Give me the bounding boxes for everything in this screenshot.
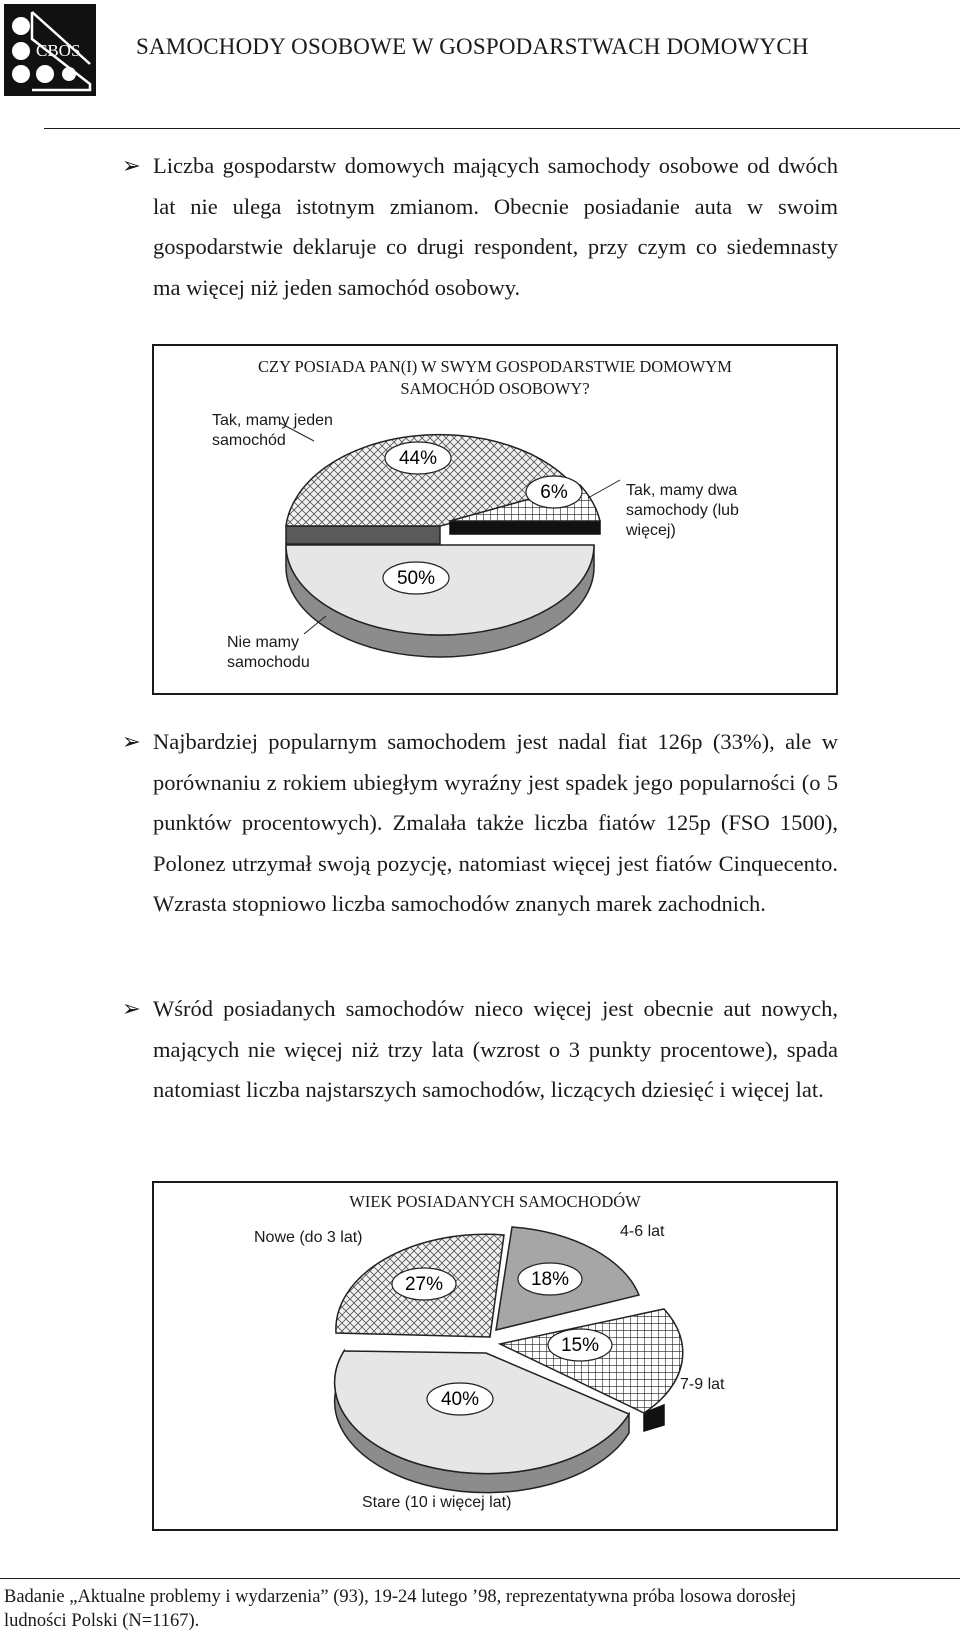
category-label-7-9: 7-9 lat [680,1376,725,1393]
value-label-6: 6% [540,482,568,503]
chart-car-ownership [152,344,838,695]
value-label-15: 15% [560,1335,600,1356]
category-label-no-car: Nie mamy samochodu [227,634,310,671]
document-header-title: SAMOCHODY OSOBOWE W GOSPODARSTWACH DOMOWYCH [136,34,809,59]
data-label-no-car [383,562,449,594]
paragraph-text: Najbardziej popularnym samochodem jest nadal fiat 126p (33%), ale w porównaniu z rokiem ubiegłym wyraźny jest spadek jego popularności (o 5 punktów procentowych). Zmalała także liczba fiatów 125p (FSO 1500), Polonez utrzymał swoją pozycję, natomiast więcej jest fiatów Cinquecento. Wzrasta stopniowo liczba samochodów znanych marek zachodnich. [153,729,838,916]
category-label-one-car: Tak, mamy jeden samochód [212,412,333,449]
leader-line-two-cars [588,480,620,498]
chart-car-age [152,1181,838,1531]
footer-line-2: ludności Polski (N=1167). [4,1611,200,1631]
category-label-two-cars: Tak, mamy dwa samochody (lub więcej) [626,482,739,539]
header-divider [44,128,960,129]
chart-title-line-2: SAMOCHÓD OSOBOWY? [400,379,590,398]
logo-text: CBOS [36,41,81,60]
category-label-new: Nowe (do 3 lat) [254,1229,363,1246]
bullet-paragraph-1 [122,146,838,308]
pie-slice-one-car-side [286,526,440,544]
category-label-old: Stare (10 i więcej lat) [362,1494,512,1511]
value-label-27: 27% [404,1274,444,1295]
paragraph-text: Liczba gospodarstw domowych mających samochody osobowe od dwóch lat nie ulega istotnym zmianom. Obecnie posiadanie auta w swoim gospodarstwie deklaruje co drugi respondent, przy czym co siedemnasty ma więcej niż jeden samochód osobowy. [153,153,838,300]
cbos-logo [4,4,96,96]
chart-title-line-1: CZY POSIADA PAN(I) W SWYM GOSPODARSTWIE DOMOWYM [258,357,732,376]
data-label-two-cars [526,476,582,508]
data-label-new [392,1268,456,1300]
footer-line-1: Badanie „Aktualne problemy i wydarzenia” (93), 19-24 lutego ’98, reprezentatywna próba losowa dorosłej [4,1587,797,1607]
bullet-arrow-icon: ➢ [122,729,141,754]
pie-slice-two-cars-side [450,521,600,534]
bullet-paragraph-2 [122,722,838,925]
value-label-50: 50% [396,568,436,589]
paragraph-text: Wśród posiadanych samochodów nieco więcej jest obecnie aut nowych, mających nie więcej niż trzy lata (wzrost o 3 punkty procentowe), spada natomiast liczba najstarszych samochodów, liczących dziesięć i więcej lat. [153,996,838,1102]
data-label-7-9 [548,1329,612,1361]
bullet-arrow-icon: ➢ [122,153,141,178]
data-label-old [427,1383,493,1415]
data-label-4-6 [518,1263,582,1295]
bullet-paragraph-3 [122,989,838,1111]
value-label-44: 44% [398,448,438,469]
value-label-40: 40% [440,1389,480,1410]
chart-title: WIEK POSIADANYCH SAMOCHODÓW [349,1192,641,1211]
data-label-one-car [385,442,451,474]
footer-divider [0,1578,960,1579]
survey-source-note [4,1585,956,1633]
value-label-18: 18% [530,1269,570,1290]
category-label-4-6: 4-6 lat [620,1223,665,1240]
bullet-arrow-icon: ➢ [122,996,141,1021]
